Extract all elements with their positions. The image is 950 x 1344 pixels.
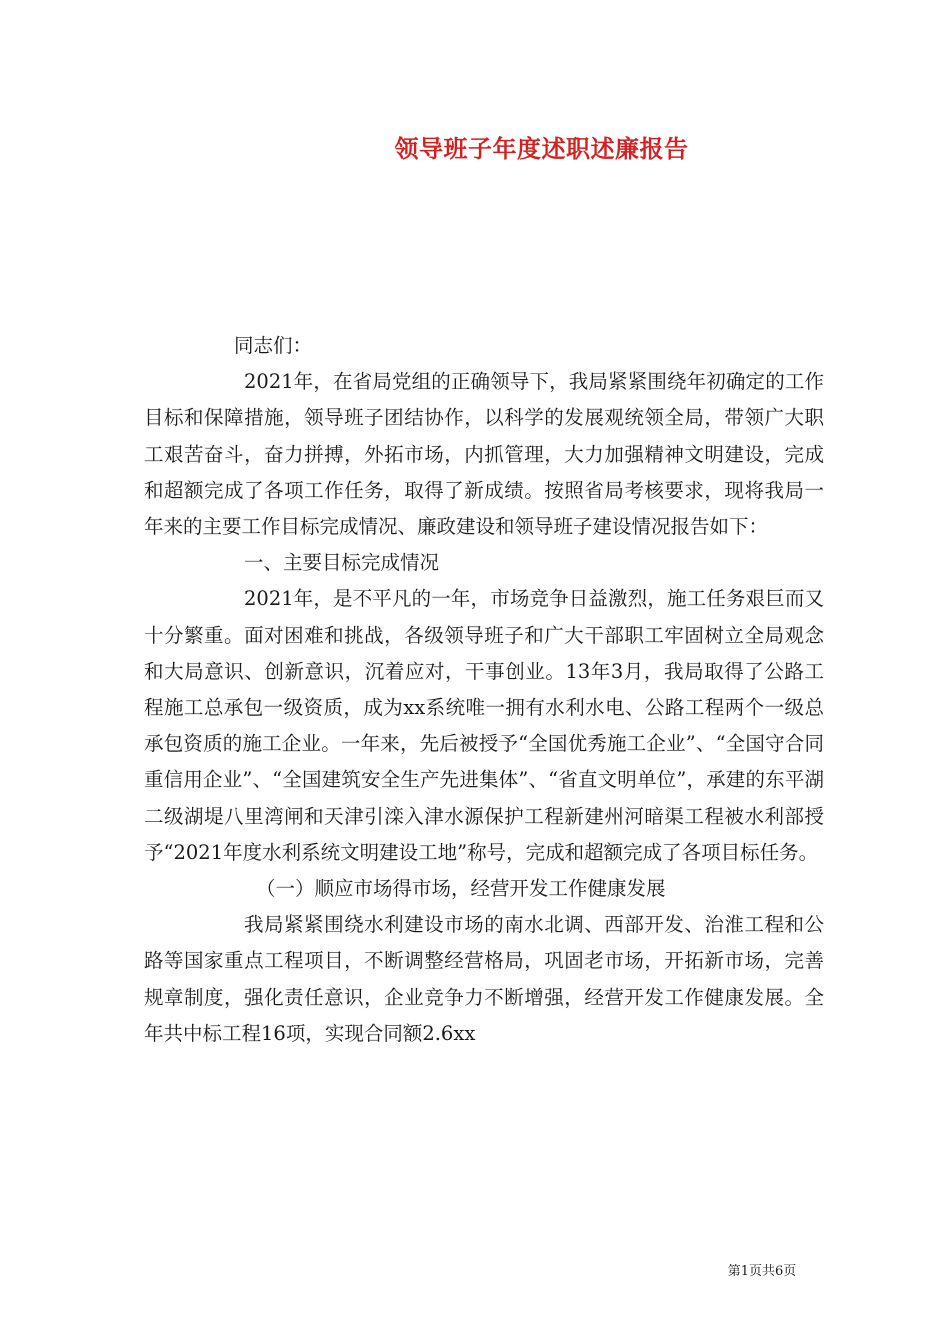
paragraph-overview: 2021年，是不平凡的一年，市场竞争日益激烈，施工任务艰巨而又十分繁重。面对困难和挑战，各级领导班子和广大干部职工牢固树立全局观念和大局意识、创新意识，沉着应对，干事创业。13年3月，我局取得了公路工程施工总承包一级资质，成为xx系统唯一拥有水利水电、公路工程两个一级总承包资质的施工企业。一年来，先后被授予“全国优秀施工企业”、“全国守合同重信用企业”、“全国建筑安全生产先进集体”、“省直文明单位”，承建的东平湖二级湖堤八里湾闸和天津引滦入津水源保护工程新建州河暗渠工程被水利部授予“2021年度水利系统文明建设工地”称号，完成和超额完成了各项目标任务。 bbox=[144, 587, 824, 864]
document-title: 领导班子年度述职述廉报告 bbox=[394, 134, 689, 163]
section-heading-main-goals: 一、主要目标完成情况 bbox=[244, 551, 440, 575]
paragraph-market: 我局紧紧围绕水利建设市场的南水北调、西部开发、治淮工程和公路等国家重点工程项目，不断调整经营格局，巩固老市场，开拓新市场，完善规章制度，强化责任意识，企业竞争力不断增强，经营开发工作健康发展。全年共中标工程16项，实现合同额2.6xx bbox=[144, 913, 824, 1045]
document-body bbox=[144, 328, 824, 1052]
paragraph-intro: 2021年，在省局党组的正确领导下，我局紧紧围绕年初确定的工作目标和保障措施，领导班子团结协作，以科学的发展观统领全局，带领广大职工艰苦奋斗，奋力拼搏，外拓市场，内抓管理，大力加强精神文明建设，完成和超额完成了各项工作任务，取得了新成绩。按照省局考核要求，现将我局一年来的主要工作目标完成情况、廉政建设和领导班子建设情况报告如下： bbox=[144, 370, 824, 539]
page-number: 第1页共6页 bbox=[727, 1264, 797, 1279]
subsection-heading-market: （一）顺应市场得市场，经营开发工作健康发展 bbox=[256, 877, 666, 901]
greeting: 同志们： bbox=[234, 334, 313, 357]
